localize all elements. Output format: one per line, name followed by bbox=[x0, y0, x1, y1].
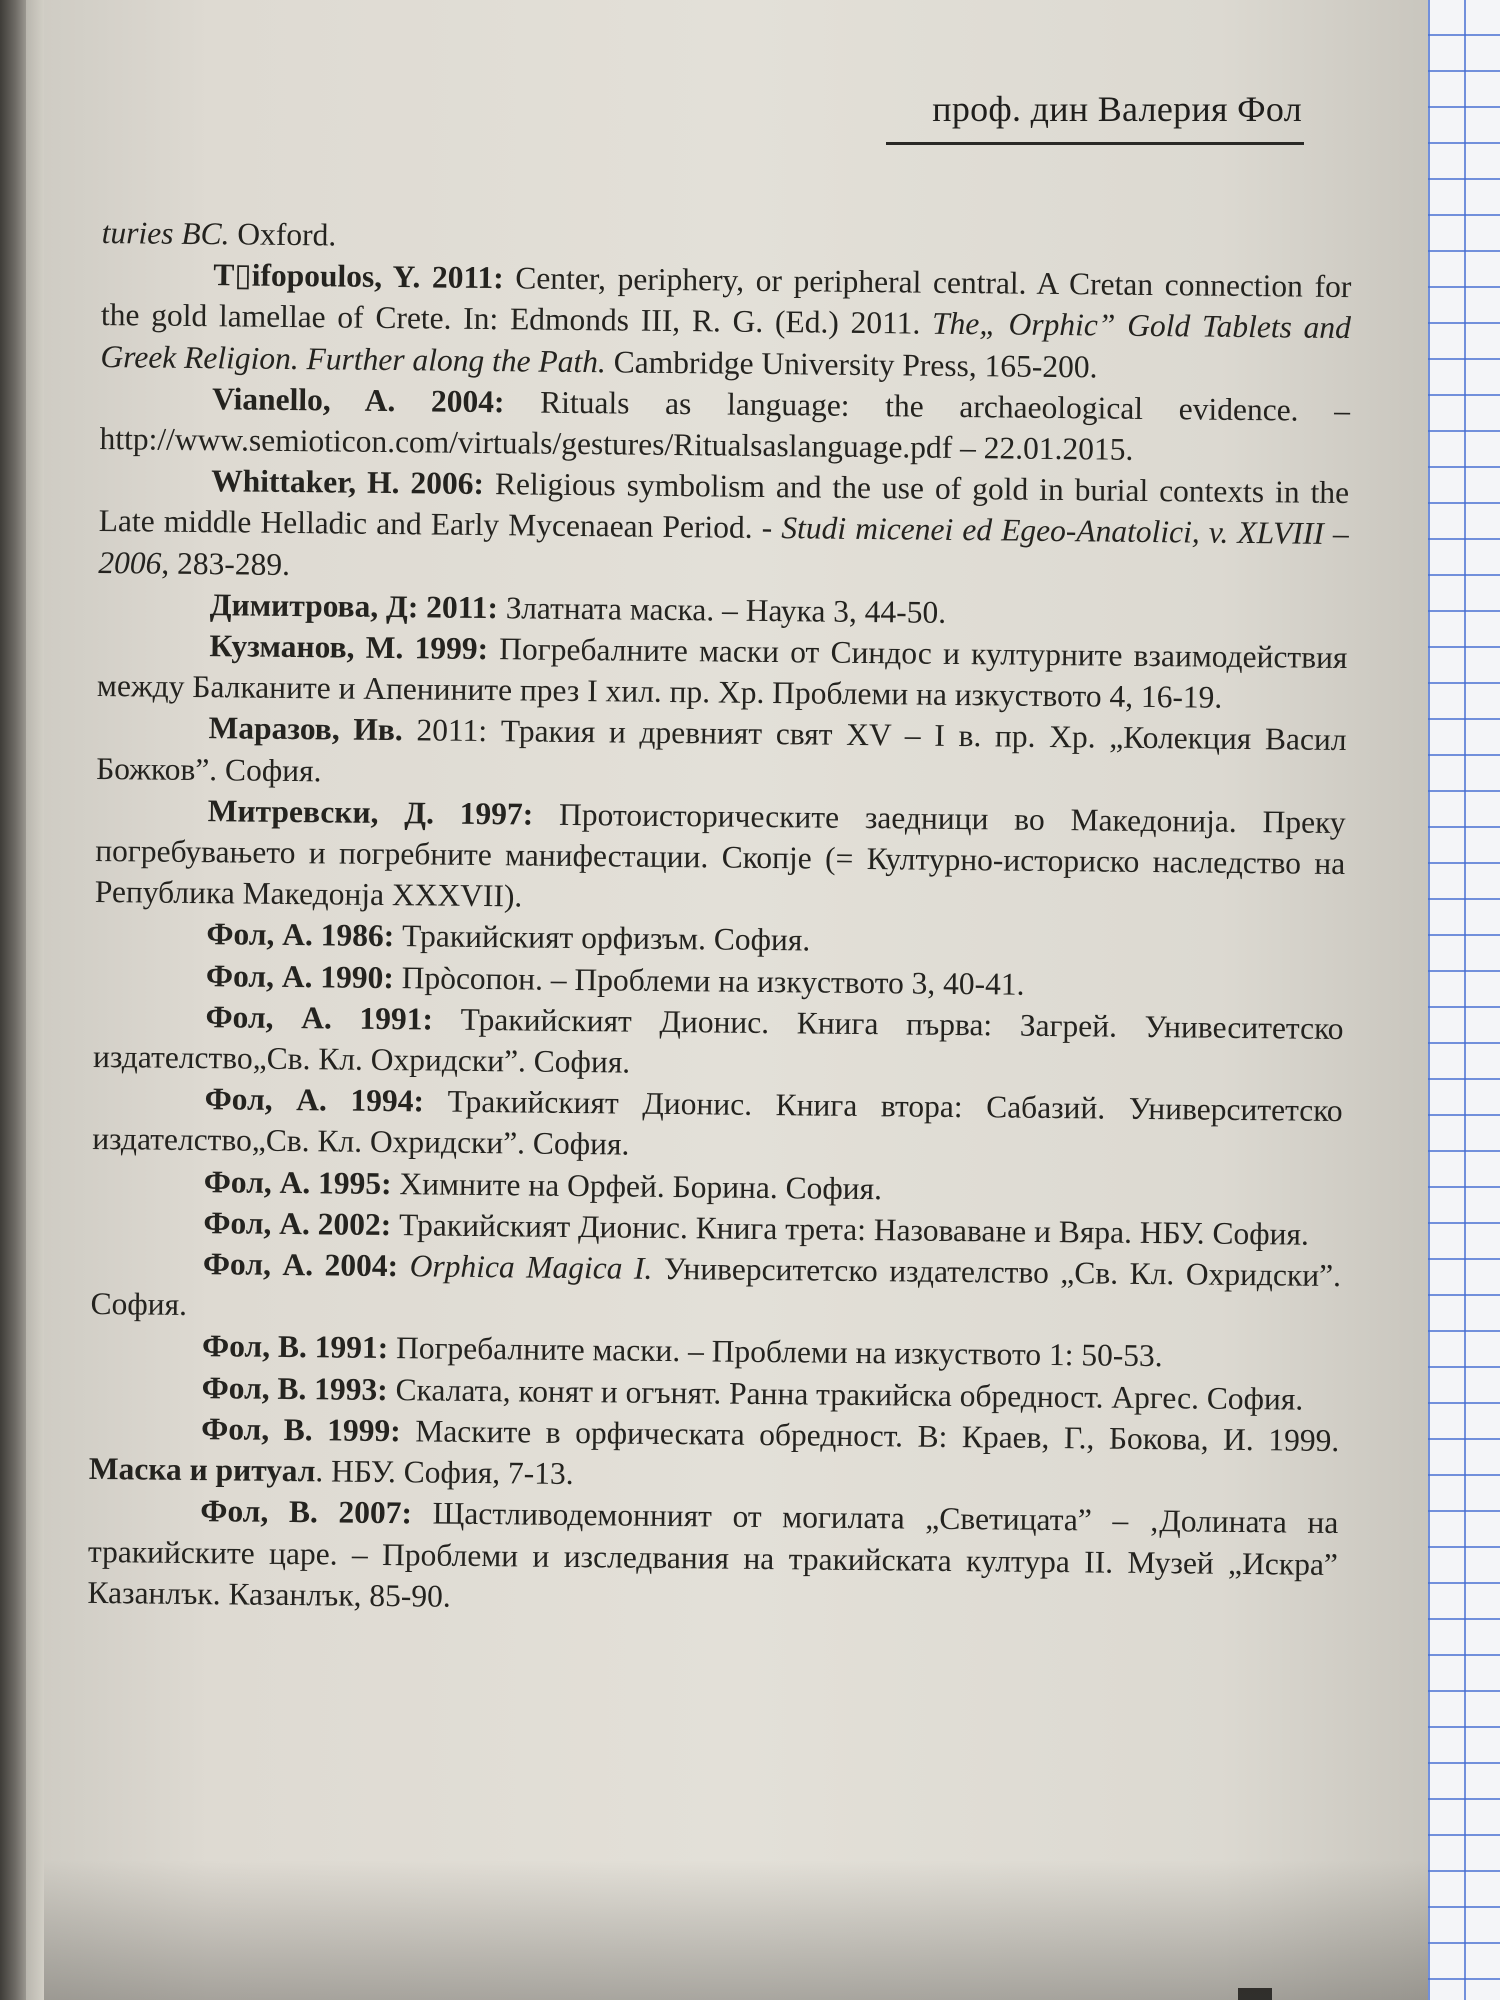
entry-text: Щастливодемонният от могилата „Светицата” – ‚Долината на тракийските царе. – Проблеми и изследвания на тракийската култура II. Музей „Искра” Казанлък. Казанлък, 85-90. bbox=[87, 1495, 1339, 1614]
entry-tail: , 283-289. bbox=[161, 545, 291, 582]
entry-author: Фол, А. 1986: bbox=[206, 916, 395, 954]
page-corner-mark bbox=[1238, 1988, 1272, 2000]
entry-author: Фол, В. 1993: bbox=[201, 1369, 388, 1407]
bibliography bbox=[87, 212, 1352, 1626]
entry-tail: Университетско издателство „Св. Кл. Охридски”. София. bbox=[90, 1250, 1342, 1323]
entry-text: Тракийският Дионис. Книга втора: Сабазий. Университетско издателство„Св. Кл. Охридски”. София. bbox=[92, 1083, 1343, 1163]
entry-author: Кузманов, М. 1999: bbox=[209, 628, 489, 667]
entry-text: Скалата, конят и огънят. Ранна тракийска обредност. Аргес. София. bbox=[387, 1371, 1304, 1417]
entry-text: Тракийският Дионис. Книга трета: Назоваване и Вяра. НБУ. София. bbox=[391, 1206, 1310, 1252]
bib-entry bbox=[100, 253, 1351, 390]
entry-author: Фол, В. 2007: bbox=[200, 1493, 413, 1531]
entry-author: Фол, А. 1994: bbox=[204, 1081, 425, 1119]
entry-text bbox=[398, 1248, 410, 1283]
bib-entry bbox=[93, 995, 1344, 1090]
bib-entry bbox=[87, 1489, 1338, 1626]
book-page bbox=[44, 0, 1428, 2000]
entry-italic: Orphica Magica I. bbox=[409, 1248, 653, 1286]
bib-entry bbox=[96, 706, 1347, 801]
entry-author: Маразов, Ив. bbox=[208, 710, 403, 748]
entry-author: Vianello, A. 2004: bbox=[211, 380, 505, 420]
entry-text: Oxford. bbox=[237, 216, 337, 253]
entry-text: Center, periphery, or peripheral central. A Cretan connection for the gold lamellae of Crete. In: Edmonds III, R. G. (Ed.) 2011. bbox=[100, 260, 1352, 342]
grid-notebook bbox=[1428, 0, 1500, 2000]
facing-page-edge bbox=[0, 0, 26, 2000]
entry-text: Тракийският орфизъм. София. bbox=[394, 918, 811, 958]
entry-author: Фол, А. 1995: bbox=[203, 1163, 392, 1201]
entry-author: Фол, А. 2002: bbox=[203, 1204, 392, 1242]
entry-italic: The„ Orphic” Gold Tablets and Greek Religion. Further along the Path. bbox=[100, 306, 1352, 379]
entry-text: Златната маска. – Наука 3, 44-50. bbox=[497, 589, 947, 630]
bib-entry bbox=[89, 1407, 1340, 1502]
bib-entry bbox=[95, 789, 1346, 926]
entry-author: Димитрова, Д: 2011: bbox=[209, 586, 499, 625]
header-rule bbox=[886, 142, 1304, 145]
entry-author: Фол, В. 1991: bbox=[201, 1328, 389, 1366]
entry-bold-title: Маска и ритуал bbox=[88, 1451, 316, 1489]
entry-text: Погребалните маски от Синдос и културните взаимодействия между Балканите и Апенините през I хил. пр. Хр. Проблеми на изкуството 4, 16-19. bbox=[96, 631, 1348, 715]
bib-entry bbox=[99, 377, 1350, 472]
entry-author: Фол, В. 1999: bbox=[201, 1410, 401, 1449]
bib-entry bbox=[98, 459, 1349, 596]
entry-author: T▯ifopoulos, Y. 2011: bbox=[213, 257, 504, 296]
entry-text: Religious symbolism and the use of gold in burial contexts in the Late middle Helladic and Early Mycenaean Period. - bbox=[98, 466, 1350, 546]
bib-entry bbox=[97, 624, 1348, 719]
facing-page-strip bbox=[26, 0, 44, 2000]
bib-entry bbox=[90, 1242, 1341, 1337]
entry-text: 2011: Тракия и древният свят XV – I в. пр. Хр. „Колекция Васил Божков”. София. bbox=[95, 712, 1347, 788]
entry-text: Маските в орфическата обредност. В: Краев, Г., Бокова, И. 1999. bbox=[400, 1413, 1340, 1458]
entry-text: Химните на Орфей. Борина. София. bbox=[391, 1165, 883, 1206]
entry-tail: . НБУ. София, 7-13. bbox=[315, 1453, 574, 1492]
entry-author: Фол, А. 1991: bbox=[205, 998, 434, 1037]
entry-author: Whittaker, H. 2006: bbox=[211, 463, 485, 502]
entry-tail: Cambridge University Press, 165-200. bbox=[605, 343, 1098, 385]
entry-author: Фол, А. 2004: bbox=[202, 1246, 399, 1284]
entry-author: Фол, А. 1990: bbox=[205, 957, 394, 995]
entry-text: Тракийският Дионис. Книга първа: Загрей. Унивеситетско издателство„Св. Кл. Охридски”. София. bbox=[92, 1001, 1344, 1080]
entry-text: Погребалните маски. – Проблеми на изкуството 1: 50-53. bbox=[387, 1330, 1163, 1374]
entry-text: Rituals as language: the archaeological evidence. – http://www.semioticon.com/virtuals/gestures/Ritualsaslanguage.pdf – 22.01.2015. bbox=[99, 384, 1351, 467]
entry-text: Протоисторическите заедници во Македонија. Преку погребувањето и погребните манифестации. Скопје (= Културно-историско наследство на Република Македонја XXXVII). bbox=[94, 796, 1346, 914]
entry-author: Митревски, Д. 1997: bbox=[207, 792, 534, 832]
entry-italic: Studi micenei ed Egeo-Anatolici, v. XLVIII – 2006 bbox=[98, 510, 1349, 581]
entry-italic: turies BC. bbox=[101, 214, 230, 252]
bib-entry bbox=[92, 1077, 1343, 1172]
running-header: проф. дин Валерия Фол bbox=[932, 89, 1302, 129]
entry-text: Прòсопон. – Проблеми на изкуството 3, 40-41. bbox=[393, 959, 1025, 1002]
